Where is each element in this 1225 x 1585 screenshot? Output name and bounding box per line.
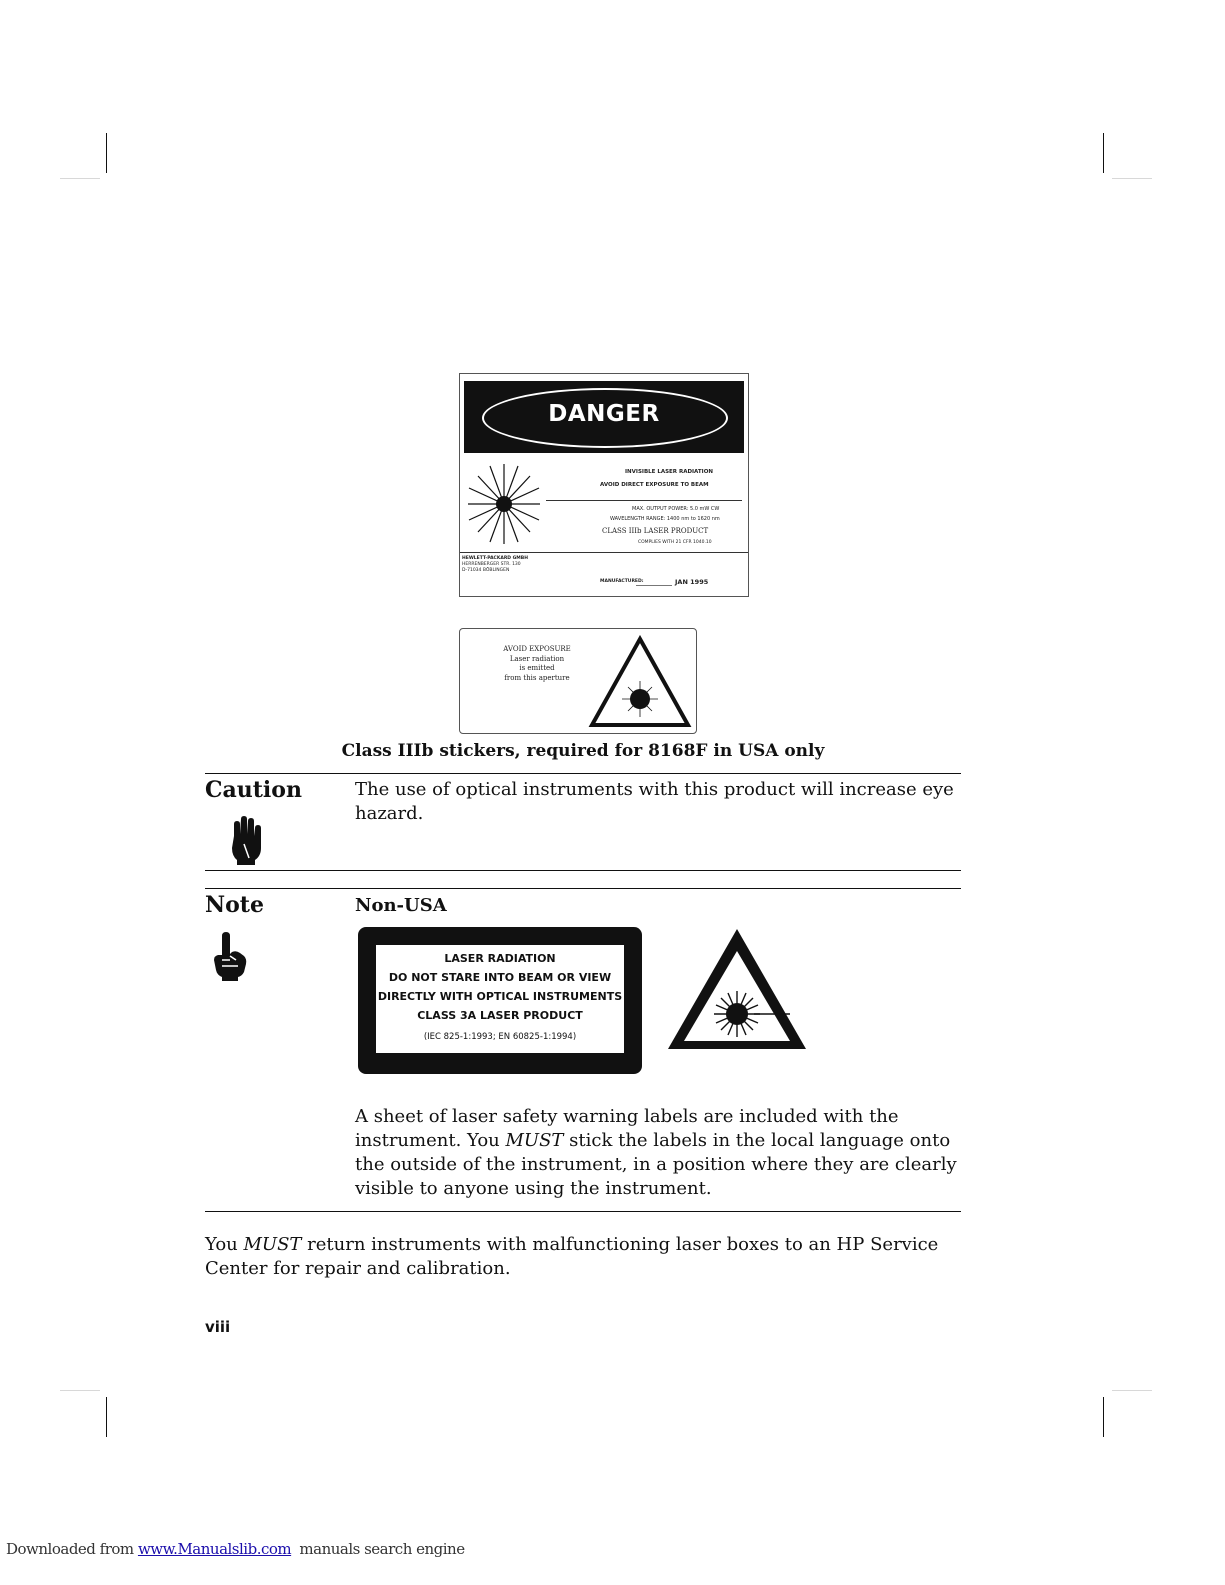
laser-starburst-icon [466,462,542,546]
note-paragraph-emphasis: MUST [505,1130,564,1151]
sticker-maker-1: HEWLETT-PACKARD GMBH [462,556,528,561]
section-rule [205,870,961,871]
caution-label: Caution [205,777,302,803]
sticker-text-2: AVOID DIRECT EXPOSURE TO BEAM [600,482,709,488]
sticker-text-3: MAX. OUTPUT POWER: 5.0 mW CW [632,506,720,512]
note-label: Note [205,892,264,918]
sticker-text-1: INVISIBLE LASER RADIATION [625,469,713,475]
nonusa-text-2: DO NOT STARE INTO BEAM OR VIEW [388,971,612,984]
final-paragraph [205,1233,957,1281]
nonusa-text-5: (IEC 825-1:1993; EN 60825-1:1994) [423,1032,577,1042]
sticker-divider [460,552,748,553]
note-paragraph-a: A sheet of laser safety warning labels are included with the instrument. You [355,1106,899,1151]
danger-header [464,381,744,453]
crop-mark [1103,1397,1104,1437]
sticker-text-5: CLASS IIIb LASER PRODUCT [602,527,709,535]
aperture-text-4: from this aperture [504,673,570,682]
us-aperture-sticker [459,628,697,734]
crop-mark [1112,178,1152,179]
nonusa-laser-label [358,927,642,1074]
note-pointing-hand-icon [212,930,248,982]
sticker-divider [546,500,742,501]
nonusa-label-inner [376,945,624,1053]
nonusa-text-4: CLASS 3A LASER PRODUCT [417,1009,583,1022]
us-danger-sticker [459,373,749,597]
nonusa-laser-triangle-icon [664,925,810,1055]
page-number: viii [205,1318,231,1336]
danger-title: DANGER [548,401,660,427]
section-rule [205,1211,961,1212]
crop-mark [1112,1390,1152,1391]
manufactured-underline [636,585,672,586]
note-paragraph-b: stick the labels in the local language onto the outside of the instrument, in a position where they are clearly visible to anyone using the instrument. [355,1130,957,1199]
nonusa-text-1: LASER RADIATION [444,952,556,965]
crop-mark [60,178,100,179]
sticker-text-6: COMPLIES WITH 21 CFR 1040.10 [638,540,712,545]
crop-mark [60,1390,100,1391]
nonusa-text-3: DIRECTLY WITH OPTICAL INSTRUMENTS [377,990,623,1003]
caution-text: The use of optical instruments with this product will increase eye hazard. [355,779,954,824]
crop-mark [106,1397,107,1437]
crop-mark [106,133,107,173]
aperture-text-2: Laser radiation [509,654,565,663]
final-paragraph-b: return instruments with malfunctioning laser boxes to an HP Service Center for repair and calibration. [205,1234,939,1279]
footer-suffix: manuals search engine [299,1540,465,1558]
sticker-maker-3: D-71034 BÖBLINGEN [462,568,510,573]
aperture-text [482,645,592,683]
caution-hand-icon [228,814,262,866]
section-rule [205,888,961,889]
crop-mark [1103,133,1104,173]
sticker-text-4: WAVELENGTH RANGE: 1400 nm to 1620 nm [610,516,720,522]
note-heading: Non-USA [355,895,447,916]
note-paragraph [355,1105,957,1201]
sticker-maker-2: HERRENBERGER STR. 130 [462,562,521,567]
download-footer [6,1540,465,1558]
manufactured-date: JAN 1995 [675,578,709,586]
manufactured-label: MANUFACTURED: [600,579,644,584]
laser-warning-triangle-icon [588,635,692,729]
final-paragraph-a: You [205,1234,238,1255]
figure-caption: Class IIIb stickers, required for 8168F in USA only [341,741,825,761]
aperture-text-3: is emitted [519,664,555,672]
manualslib-link[interactable]: www.Manualslib.com [137,1540,292,1558]
final-paragraph-emphasis: MUST [243,1234,302,1255]
section-rule [205,773,961,774]
aperture-text-1: AVOID EXPOSURE [503,645,571,653]
footer-prefix: Downloaded from [6,1540,134,1558]
